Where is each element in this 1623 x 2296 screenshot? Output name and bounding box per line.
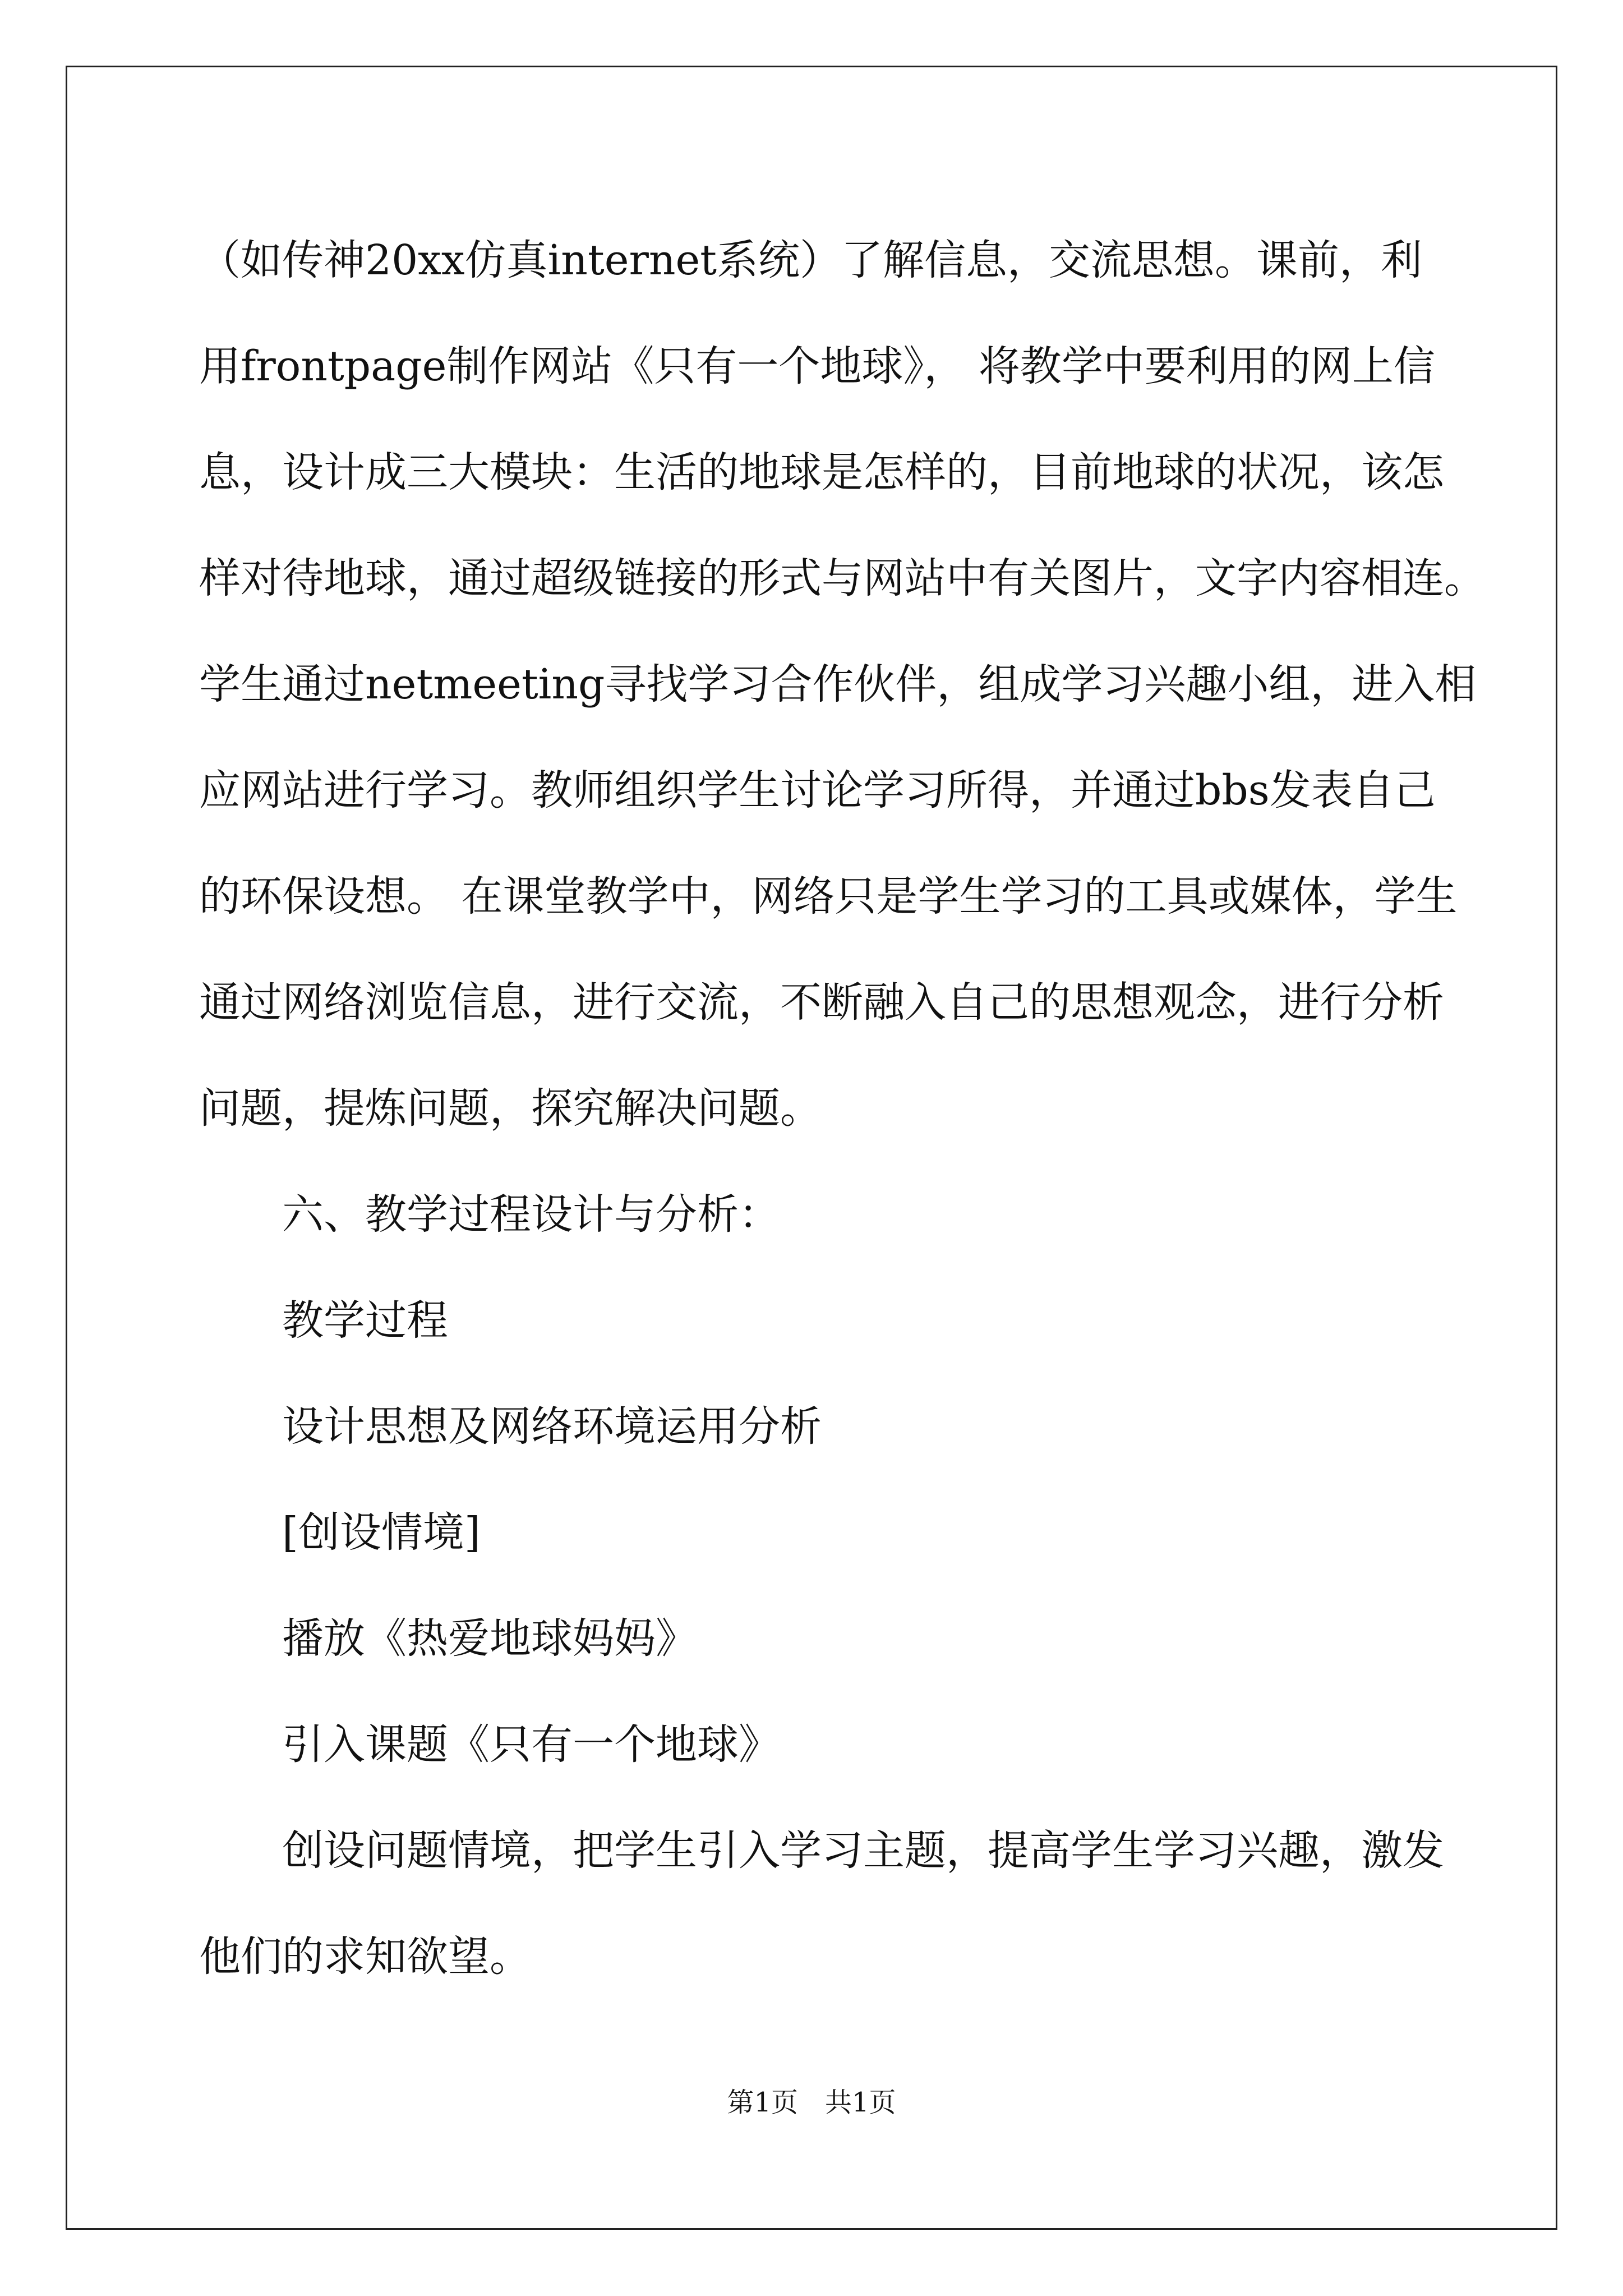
paragraph-line: 应网站进行学习。教师组织学生讨论学习所得，并通过bbs发表自己 xyxy=(199,766,1436,815)
paragraph-line: 播放《热爱地球妈妈》 xyxy=(282,1614,697,1663)
paragraph-line: [创设情境] xyxy=(282,1508,481,1557)
paragraph-line: 引入课题《只有一个地球》 xyxy=(282,1720,780,1769)
paragraph-line: 用frontpage制作网站《只有一个地球》， 将教学中要利用的网上信 xyxy=(199,342,1435,390)
paragraph-line: 他们的求知欲望。 xyxy=(199,1932,531,1981)
paragraph-line: 创设问题情境，把学生引入学习主题，提高学生学习兴趣，激发 xyxy=(282,1826,1444,1875)
paragraph-line: 设计思想及网络环境运用分析 xyxy=(282,1402,822,1451)
page-number-footer: 第1页 共1页 xyxy=(727,2087,896,2118)
paragraph-line: 的环保设想。 在课堂教学中，网络只是学生学习的工具或媒体，学生 xyxy=(199,872,1458,921)
paragraph-line: 学生通过netmeeting寻找学习合作伙伴，组成学习兴趣小组，进入相 xyxy=(199,660,1477,708)
paragraph-line: 教学过程 xyxy=(282,1296,448,1345)
section-heading: 六、教学过程设计与分析： xyxy=(282,1190,780,1239)
paragraph-line: 问题，提炼问题，探究解决问题。 xyxy=(199,1084,822,1133)
paragraph-line: 通过网络浏览信息，进行交流，不断融入自己的思想观念，进行分析 xyxy=(199,978,1444,1027)
paragraph-line: 息，设计成三大模块：生活的地球是怎样的，目前地球的状况，该怎 xyxy=(199,448,1444,496)
paragraph-line: 样对待地球，通过超级链接的形式与网站中有关图片，文字内容相连。 xyxy=(199,554,1486,602)
paragraph-line: （如传神20xx仿真internet系统）了解信息，交流思想。课前，利 xyxy=(199,236,1423,284)
document-body xyxy=(199,208,1486,2010)
